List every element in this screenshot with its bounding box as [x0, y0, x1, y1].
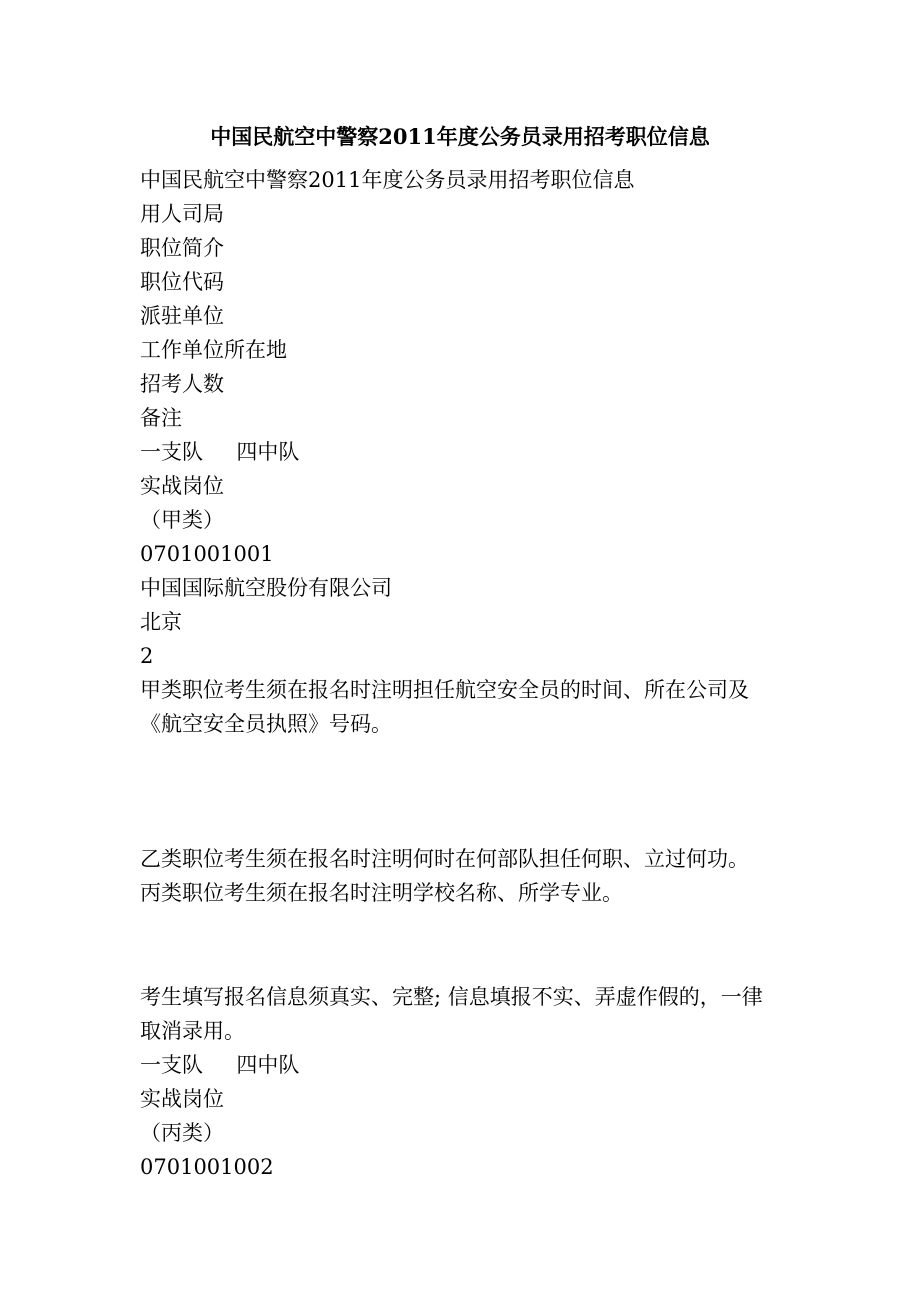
text-line-remarks: 备注	[140, 406, 182, 430]
text-line-header: 中国民航空中警察2011年度公务员录用招考职位信息	[140, 168, 635, 192]
text-line-assigned-unit: 派驻单位	[140, 304, 224, 328]
text-line-note-d-2: 取消录用。	[140, 1019, 245, 1043]
text-line-department: 用人司局	[140, 202, 224, 226]
text-line-city: 北京	[140, 610, 182, 634]
text-line-count: 2	[140, 644, 154, 668]
text-line-post: 实战岗位	[140, 474, 224, 498]
text-line-note-a-1: 甲类职位考生须在报名时注明担任航空安全员的时间、所在公司及	[140, 678, 749, 702]
text-line-company: 中国国际航空股份有限公司	[140, 576, 392, 600]
text-line-unit-2: 一支队 四中队	[140, 1053, 300, 1077]
text-line-post-2: 实战岗位	[140, 1087, 224, 1111]
text-line-note-c: 丙类职位考生须在报名时注明学校名称、所学专业。	[140, 881, 623, 905]
text-line-position-code: 职位代码	[140, 270, 224, 294]
text-line-note-b: 乙类职位考生须在报名时注明何时在何部队担任何职、立过何功。	[140, 847, 749, 871]
text-line-headcount: 招考人数	[140, 372, 224, 396]
document-title: 中国民航空中警察2011年度公务员录用招考职位信息	[210, 124, 710, 149]
text-line-category-2: （丙类）	[140, 1121, 224, 1145]
text-line-unit: 一支队 四中队	[140, 440, 300, 464]
text-line-position-intro: 职位简介	[140, 236, 224, 260]
text-line-note-d-1: 考生填写报名信息须真实、完整; 信息填报不实、弄虚作假的，一律	[140, 985, 763, 1009]
text-line-category: （甲类）	[140, 508, 224, 532]
text-line-code-2: 0701001002	[140, 1155, 274, 1179]
text-line-code: 0701001001	[140, 542, 274, 566]
text-line-note-a-2: 《航空安全员执照》号码。	[140, 712, 392, 736]
text-line-work-location: 工作单位所在地	[140, 338, 287, 362]
